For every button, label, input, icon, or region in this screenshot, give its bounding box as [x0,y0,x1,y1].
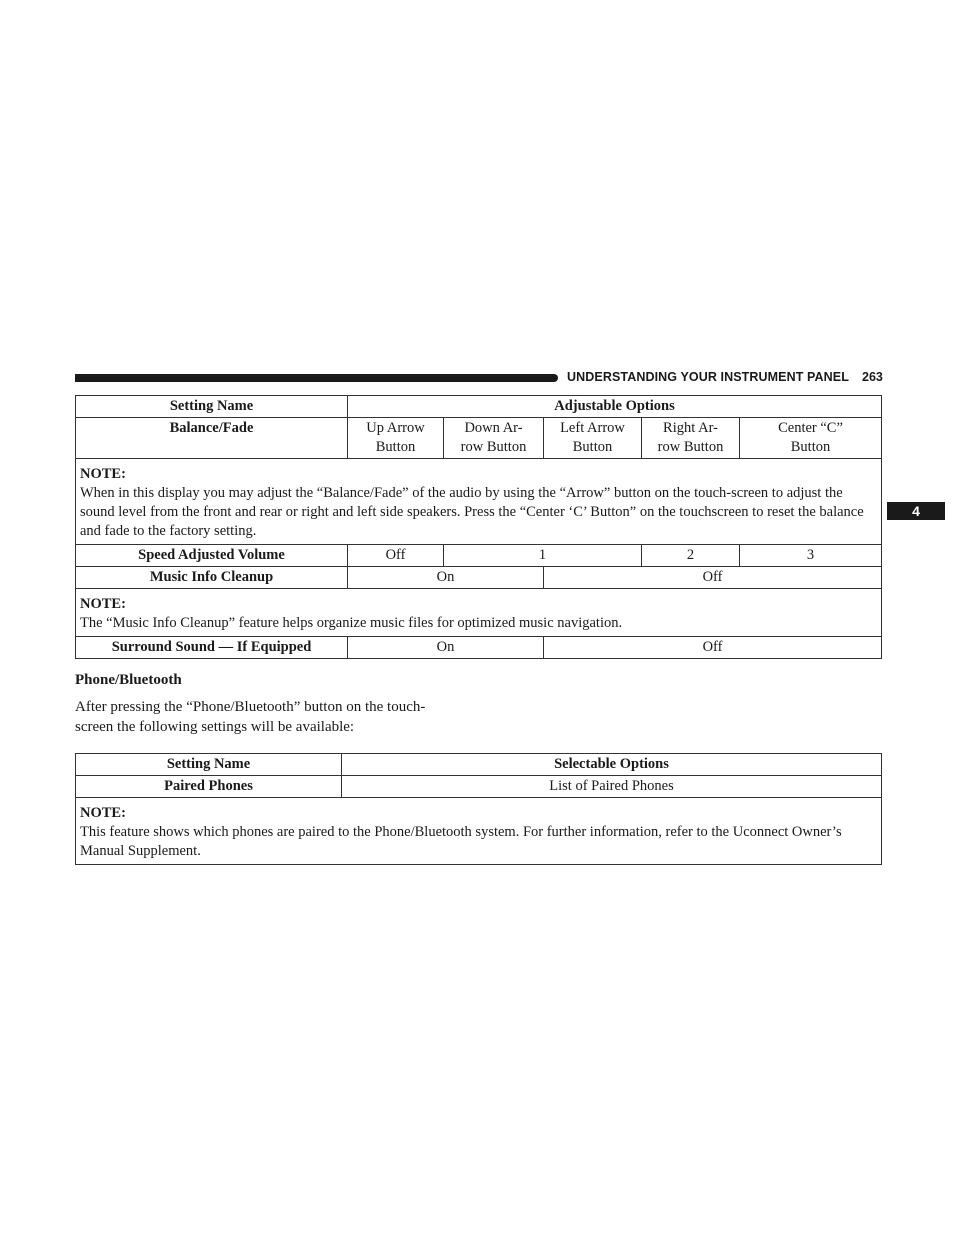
option-1: 1 [444,545,642,567]
table-row-speed-adjusted-volume [76,545,882,567]
column-header-setting-name: Setting Name [76,754,342,776]
note-label: NOTE: [80,596,126,612]
note-text: The “Music Info Cleanup” feature helps organize music files for optimized music navigation. [80,615,623,631]
table-header-row [76,754,882,776]
option-3: 3 [740,545,882,567]
chapter-tab: 4 [887,502,945,520]
note-text: This feature shows which phones are paired to the Phone/Bluetooth system. For further information, refer to the Uconnect Owner’s Manual Supplement. [80,824,842,859]
section-intro-paragraph [75,697,475,737]
paragraph-line: After pressing the “Phone/Bluetooth” button on the touch- [75,699,426,715]
option-up-arrow-button: Up Arrow Button [348,418,444,459]
option-on: On [348,567,544,589]
note-row-balance-fade [76,459,882,545]
setting-name-balance-fade: Balance/Fade [76,418,348,459]
setting-name-paired-phones: Paired Phones [76,776,342,798]
note-cell [76,589,882,637]
table-row-surround-sound [76,637,882,659]
column-header-selectable-options: Selectable Options [342,754,882,776]
option-off: Off [544,567,882,589]
option-off: Off [348,545,444,567]
note-cell [76,459,882,545]
setting-name-surround-sound: Surround Sound — If Equipped [76,637,348,659]
audio-settings-table [75,395,882,659]
page-number: 263 [862,370,883,384]
column-header-adjustable-options: Adjustable Options [348,396,882,418]
option-left-arrow-button: Left Arrow Button [544,418,642,459]
option-list-of-paired-phones: List of Paired Phones [342,776,882,798]
column-header-setting-name: Setting Name [76,396,348,418]
setting-name-music-info-cleanup: Music Info Cleanup [76,567,348,589]
option-down-arrow-button: Down Ar- row Button [444,418,544,459]
option-2: 2 [642,545,740,567]
note-label: NOTE: [80,805,126,821]
table-row-music-info-cleanup [76,567,882,589]
table-header-row [76,396,882,418]
phone-settings-table [75,753,882,865]
note-text: When in this display you may adjust the “Balance/Fade” of the audio by using the “Arrow” button on the touch-screen to adjust the sound level from the front and rear or right and left side speakers. Press the “Center ‘C’ Button” on the touchscreen to reset the balance and fade to the factory setting. [80,485,864,539]
note-row-music-info-cleanup [76,589,882,637]
option-on: On [348,637,544,659]
table-row-balance-fade [76,418,882,459]
table-row-paired-phones [76,776,882,798]
note-cell [76,798,882,865]
section-heading-phone-bluetooth: Phone/Bluetooth [75,672,182,688]
option-off: Off [544,637,882,659]
note-label: NOTE: [80,466,126,482]
setting-name-speed-adjusted-volume: Speed Adjusted Volume [76,545,348,567]
header-rule [75,374,558,382]
option-right-arrow-button: Right Ar- row Button [642,418,740,459]
running-header-title: UNDERSTANDING YOUR INSTRUMENT PANEL [567,370,849,384]
note-row-paired-phones [76,798,882,865]
paragraph-line: screen the following settings will be available: [75,719,355,735]
option-center-c-button: Center “C” Button [740,418,882,459]
